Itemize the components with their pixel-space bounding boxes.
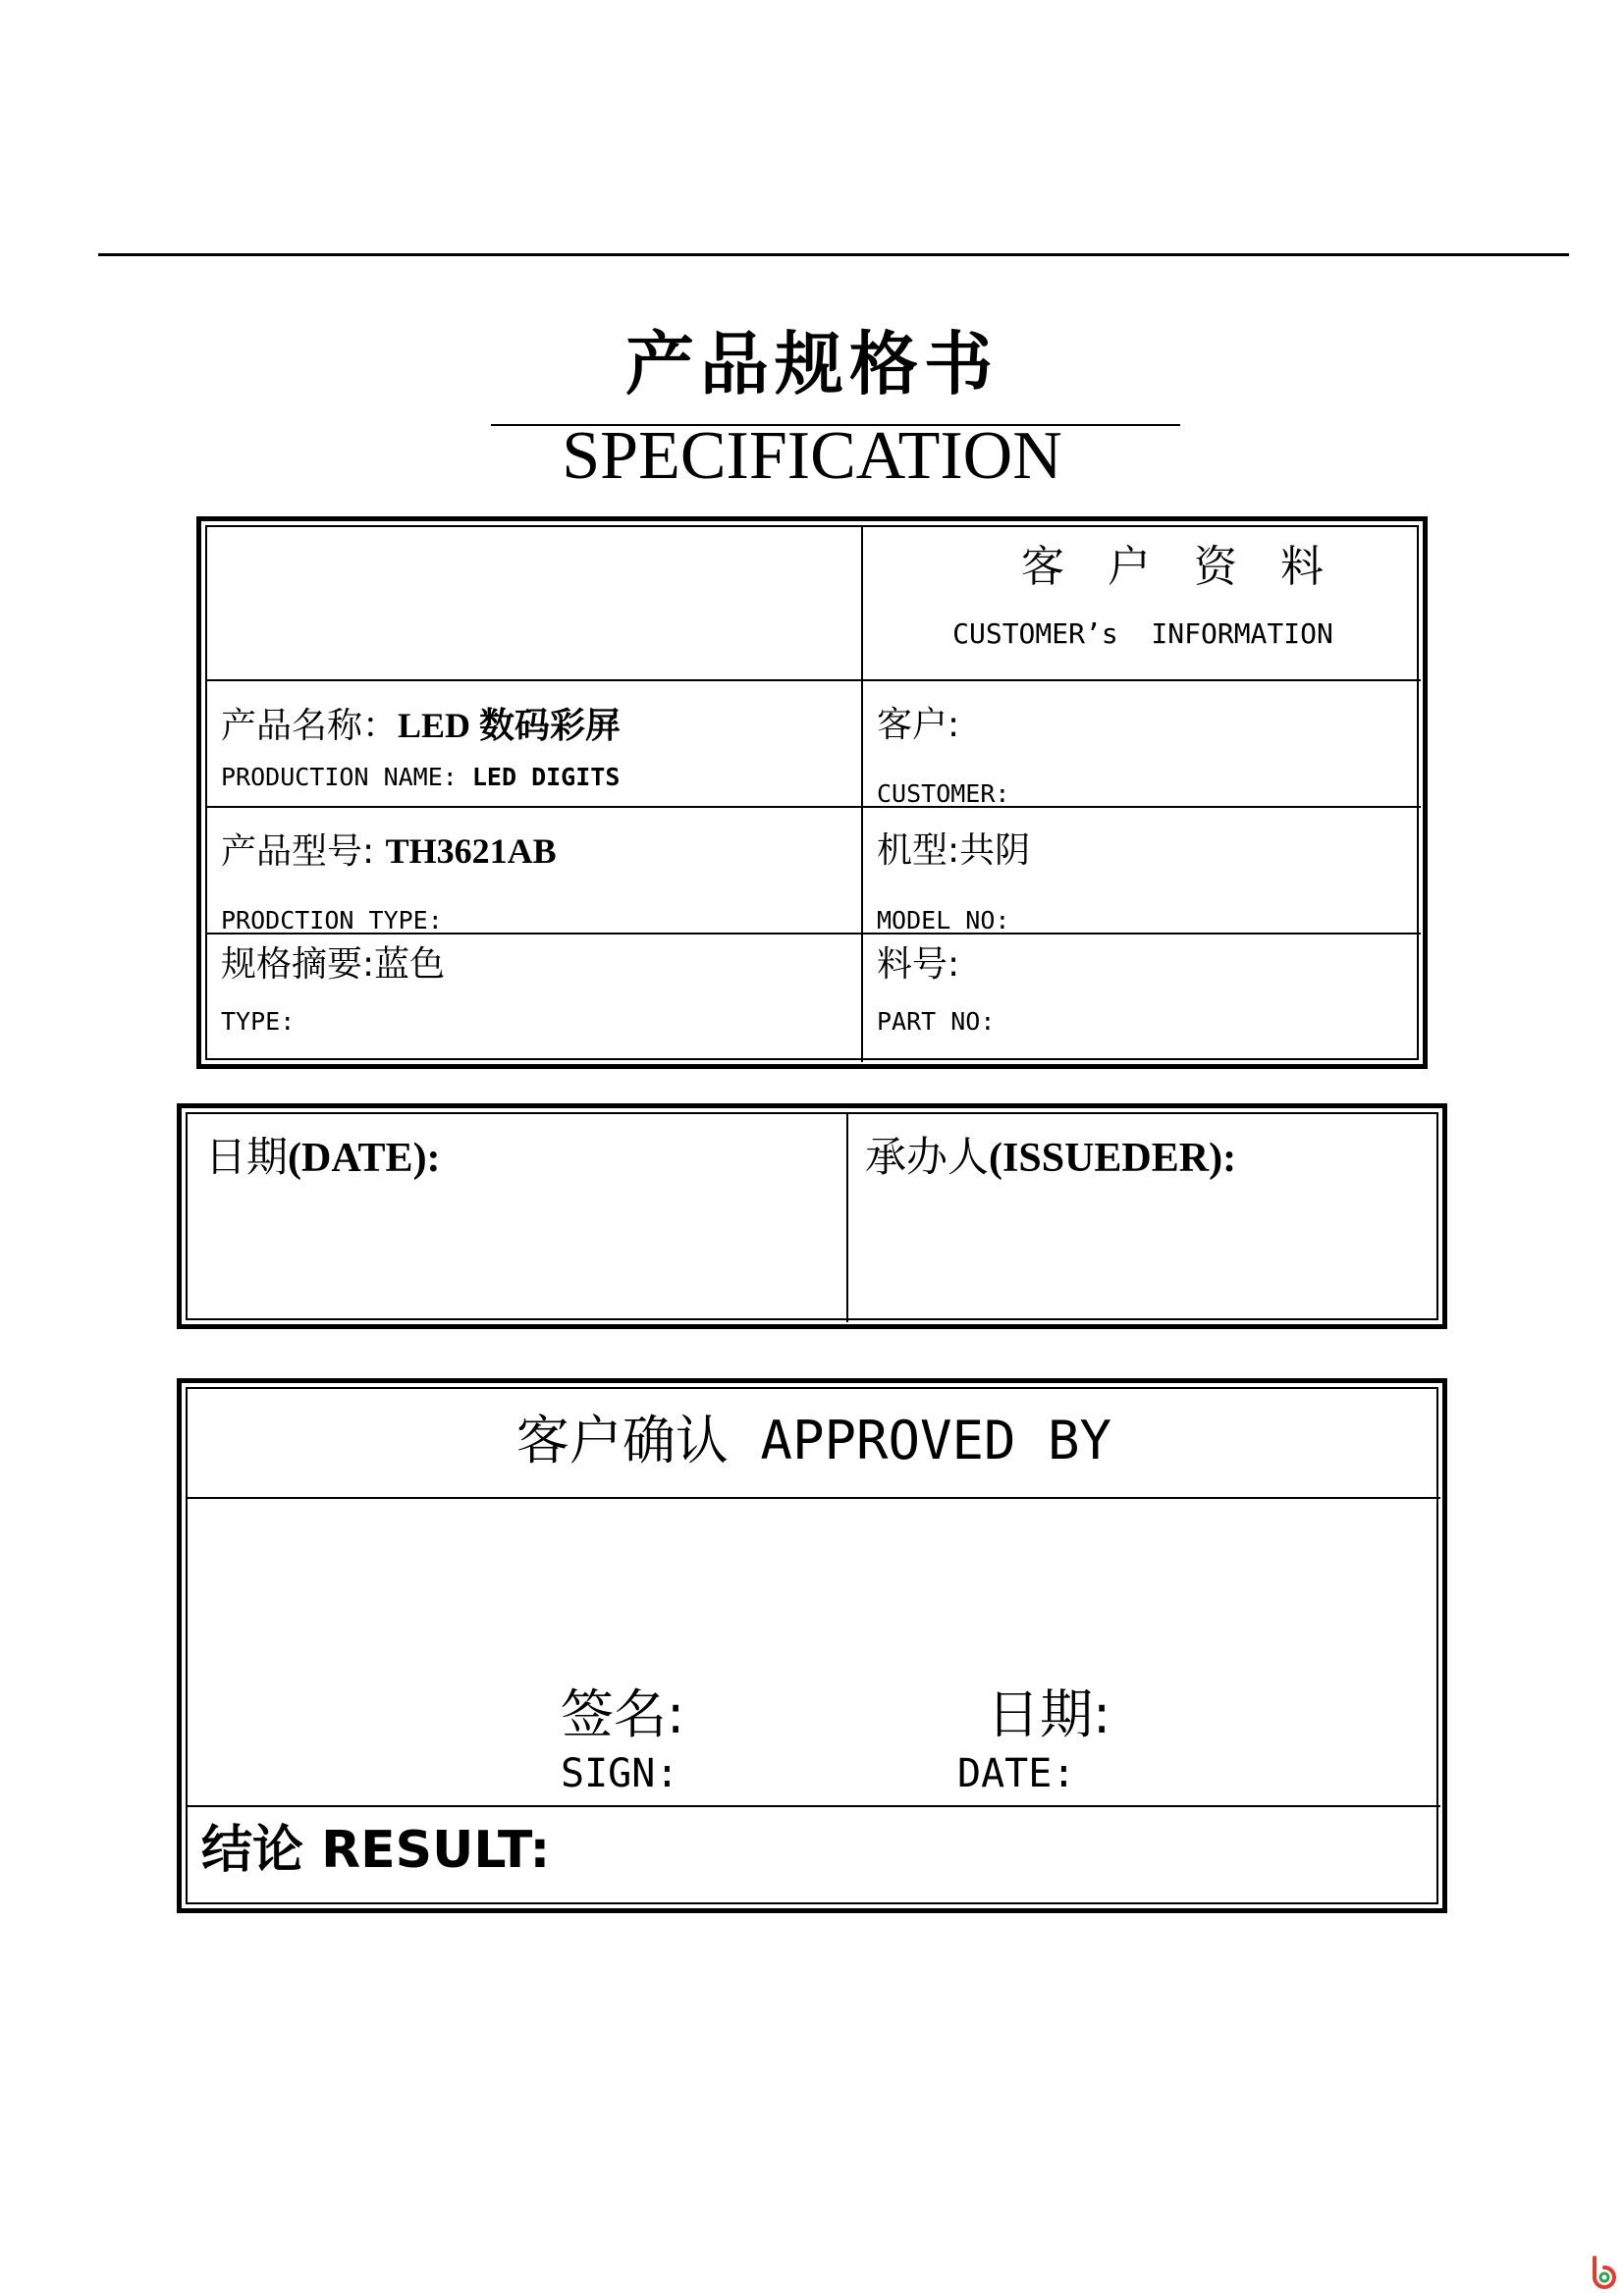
issue-date-label: 日期(DATE): bbox=[205, 1133, 441, 1181]
type-label-en: TYPE: bbox=[221, 1007, 296, 1036]
product-type-label-en: PRODCTION TYPE: bbox=[221, 906, 443, 934]
spec-table-inner bbox=[205, 525, 1419, 1060]
result-label: 结论 RESULT: bbox=[201, 1821, 551, 1880]
spec-table-row-divider bbox=[207, 806, 1421, 808]
product-name-label: 产品名称：LED 数码彩屏 bbox=[221, 706, 622, 746]
customer-info-heading-en: CUSTOMER’s INFORMATION bbox=[952, 617, 1333, 650]
part-label-en: PART NO: bbox=[877, 1007, 996, 1036]
approval-title-divider bbox=[188, 1497, 1440, 1499]
spec-table-col-divider bbox=[861, 527, 863, 1062]
approval-table bbox=[177, 1378, 1447, 1913]
product-type-value: TH3621AB bbox=[385, 831, 557, 871]
customer-label: 客户: bbox=[877, 705, 960, 745]
sign-label-en: SIGN: bbox=[561, 1751, 679, 1796]
page-title-cn: 产品规格书 bbox=[625, 324, 999, 404]
spec-table-row-divider bbox=[207, 679, 1421, 681]
approval-result-divider bbox=[188, 1805, 1440, 1807]
model-label: 机型:共阴 bbox=[877, 830, 1031, 871]
product-type-label: 产品型号: TH3621AB bbox=[221, 831, 557, 872]
page-title-en: SPECIFICATION bbox=[562, 418, 1062, 494]
model-label-en: MODEL NO: bbox=[877, 906, 1010, 934]
sign-label: 签名: bbox=[561, 1683, 685, 1745]
issue-table-col-divider bbox=[846, 1114, 848, 1322]
product-name-label-en: PRODUCTION NAME: LED DIGITS bbox=[221, 763, 621, 791]
customer-label-en: CUSTOMER: bbox=[877, 779, 1010, 808]
approval-table-inner bbox=[186, 1387, 1438, 1904]
issue-table-inner bbox=[186, 1112, 1438, 1320]
spec-summary-label: 规格摘要:蓝色 bbox=[221, 944, 446, 985]
brand-logo-icon bbox=[1591, 2256, 1618, 2289]
spec-table bbox=[196, 516, 1428, 1069]
issuer-label: 承办人(ISSUEDER): bbox=[865, 1133, 1237, 1181]
header-rule bbox=[98, 253, 1569, 256]
customer-info-heading-cn: 客户资料 bbox=[1021, 542, 1367, 592]
issue-table bbox=[177, 1103, 1447, 1329]
part-label: 料号: bbox=[877, 944, 960, 985]
approval-date-label: 日期: bbox=[987, 1683, 1111, 1745]
product-name-value: LED 数码彩屏 bbox=[398, 706, 622, 745]
approved-by-title: 客户确认 APPROVED BY bbox=[515, 1410, 1112, 1471]
product-name-value-en: LED DIGITS bbox=[471, 763, 621, 791]
approval-date-label-en: DATE: bbox=[957, 1751, 1076, 1796]
